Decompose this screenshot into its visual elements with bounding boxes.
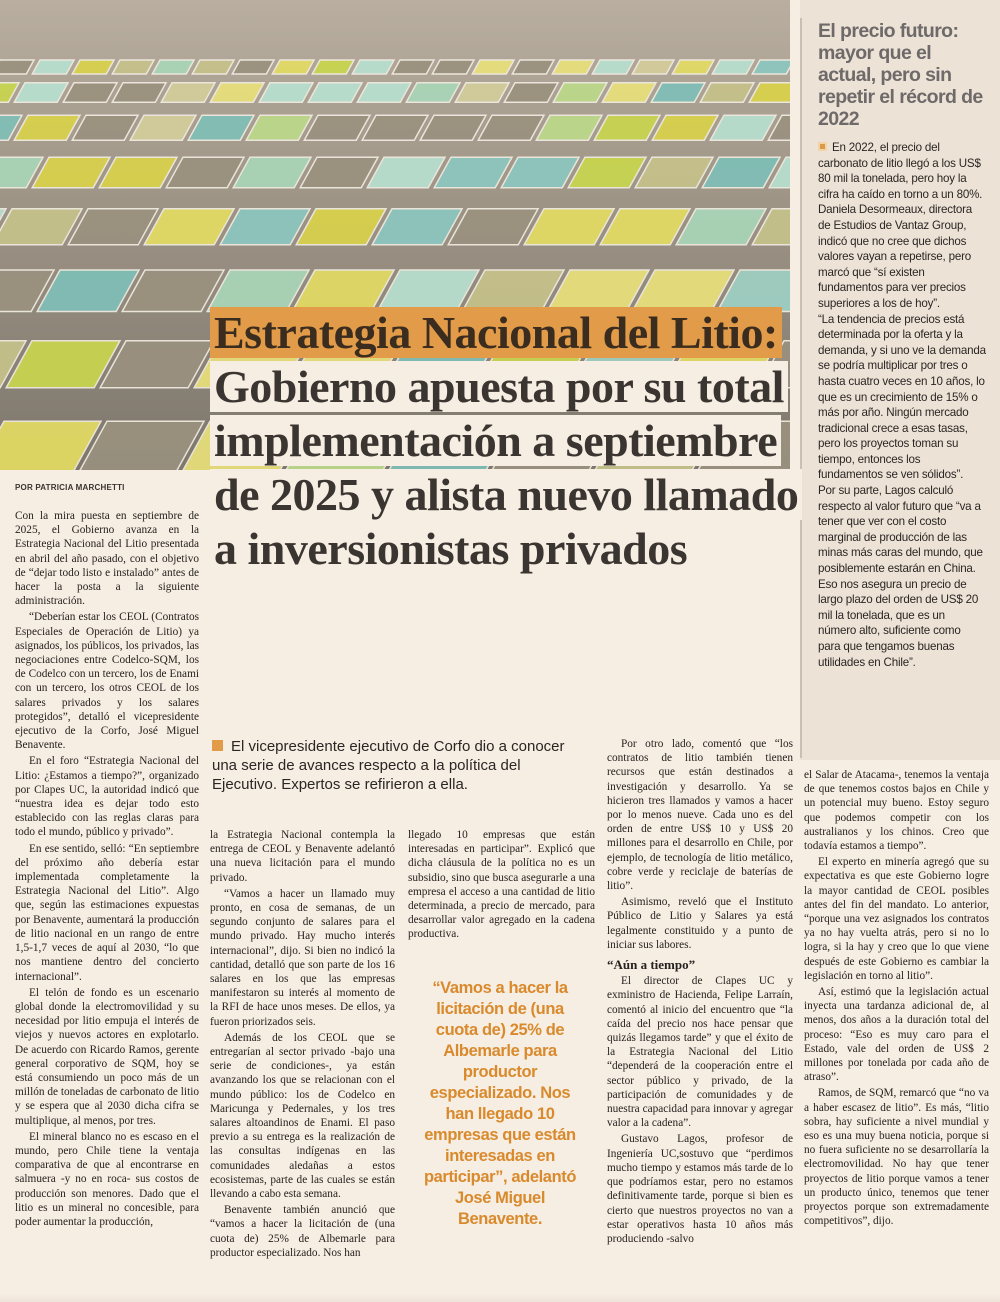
paragraph: El telón de fondo es un escenario global donde la electromovilidad y su necesidad por litio empuja el interés de viejos y nuevos actores en explotarlo. De acuerdo con Ricardo Ramos, gerente general corporativo de SQM, hoy se está consumiendo un poco más de un millón de toneladas de carbonato de litio y se espera que al 2030 dicha cifra se multiplique, al menos, por tres. bbox=[15, 986, 199, 1127]
summary-square-icon bbox=[212, 740, 223, 751]
subhead: “Aún a tiempo” bbox=[607, 957, 696, 973]
pond bbox=[312, 60, 354, 74]
headline-text: Gobierno apuesta por su total implementación a septiembre de 2025 y alista nuevo llamado a inversionistas privados bbox=[210, 361, 802, 574]
pond bbox=[112, 60, 154, 74]
paragraph: El director de Clapes UC y exministro de Hacienda, Felipe Larraín, comentó al inicio del encuentro que “la caída del precio nos hace pensar que quizás llegamos tarde” y que el éxito de la Estrategia Nacional del Litio “dependerá de la cooperación entre el sector público y privado, de la participación de comunidades y de nuestra capacidad para innovar y agregar valor a la cadena”. bbox=[607, 975, 793, 1130]
pond bbox=[232, 60, 274, 74]
column-4 bbox=[607, 737, 793, 1248]
sidebar-divider bbox=[800, 18, 802, 758]
paragraph: el Salar de Atacama-, tenemos la ventaja de que tenemos costos bajos en Chile y un potencial muy bueno. Estoy seguro que podemos competir con los australianos y los chinos. Creo que todavía estamos a tiempo”. bbox=[804, 769, 989, 853]
paragraph: En el foro “Estrategia Nacional del Litio: ¿Estamos a tiempo?”, organizado por Clapes UC, la autoridad indicó que “nuestra idea es dejar todo esto establecido con las reglas claras para todo el mundo, público y privado”. bbox=[15, 755, 199, 839]
pond bbox=[352, 60, 394, 74]
pond bbox=[32, 60, 74, 74]
column-1 bbox=[15, 509, 199, 1231]
pond bbox=[272, 60, 314, 74]
paragraph: Así, estimó que la legislación actual inyecta una tardanza adicional de, al menos, dos años a la duración total del proceso: “Eso es muy caro para el Estado, vale del orden de US$ 2 millones por tonelada por cada año de atraso”. bbox=[804, 986, 989, 1084]
sidebar-paragraph: Por su parte, Lagos calculó respecto al valor futuro que “va a tener que ver con el costo marginal de producción de las minas más caras del mundo, que posiblemente estarán en China. Eso nos asegura un precio de largo plazo del orden de US$ 20 mil la tonelada, que es un número alto, suficiente como para que tengamos buenas utilidades en Chile”. bbox=[818, 484, 983, 669]
pond bbox=[432, 60, 474, 74]
paragraph: Con la mira puesta en septiembre de 2025, el Gobierno avanza en la Estrategia Nacional del Litio presentada en abril del año pasado, con el objetivo de “dejar todo listo e instalado” antes de hacer la posta a la siguiente administración. bbox=[15, 510, 199, 608]
paragraph: Ramos, de SQM, remarcó que “no va a haber escasez de litio”. Es más, “litio sobra, hay suficiente a nivel mundial y eso es una muy buena noticia, porque si no fuera suficiente no se desarrollaría la electromovilidad. No hay que tener proyectos de litio porque vamos a tener un producto único, tenemos que tener proyectos porque son extremadamente competitivos”, dijo. bbox=[804, 1087, 989, 1228]
pond bbox=[192, 60, 234, 74]
sidebar-paragraph: “La tendencia de precios está determinada por la oferta y la demanda, y si uno ve la demanda se podría multiplicar por tres o hasta cuatro veces en 10 años, lo que es un crecimiento de 15% o más por año. Ningún mercado tradicional crece a esas tasas, pero los proyectos toman su tiempo, entonces los fundamentos se ven sólidos”. bbox=[818, 312, 986, 482]
headline bbox=[210, 306, 800, 576]
pond bbox=[552, 60, 594, 74]
column-5 bbox=[804, 768, 989, 1231]
pond bbox=[632, 60, 674, 74]
pond bbox=[472, 60, 514, 74]
column-2 bbox=[210, 828, 395, 1262]
pond bbox=[512, 60, 554, 74]
paragraph: Además de los CEOL que se entregarían al sector privado -bajo una serie de condiciones-, ya están avanzando los que se relacionan con el mundo público: los de Codelco en Maricunga y Pedernales, y los tres salares altoandinos de Enami. El paso previo a su entrega es la realización de las consultas indígenas en las comunidades aledañas a estos ecosistemas, parte de las cuales se están llevando a cabo esta semana. bbox=[210, 1031, 395, 1201]
paragraph: Benavente también anunció que “vamos a hacer la licitación de (una cuota de) 25% de Albemarle para productor especializado. Nos han bbox=[210, 1204, 395, 1259]
paragraph: llegado 10 empresas que están interesadas en participar”. Explicó que dicha cláusula de la política no es un subsidio, sino que busca asegurarle a una empresa el acceso a una cantidad de litio determinada, a precio de mercado, para desarrollar valor agregado en la cadena productiva. bbox=[408, 829, 595, 941]
paragraph: la Estrategia Nacional contempla la entrega de CEOL y Benavente adelantó una nueva licitación para el mundo privado. bbox=[210, 829, 395, 884]
paragraph: “Deberían estar los CEOL (Contratos Especiales de Operación de Litio) ya asignados, los públicos, los privados, las negociaciones entre Codelco-SQM, los de Codelco con un tercero, los de Enami con un tercero, los otros CEOL de los salares privados y los salares protegidos”, detalló el vicepresidente ejecutivo de la Corfo, José Miguel Benavente. bbox=[15, 611, 199, 752]
paragraph: El experto en minería agregó que su expectativa es que este Gobierno logre la mayor cantidad de CEOL posibles antes del fin del mandato. Lo anterior, “porque una vez asignados los contratos ya no hay vuelta atrás, pero si no lo logra, si la hay y creo que lo que viene después de este Gobierno es cambiar la legislación en torno al litio”. bbox=[804, 856, 989, 982]
byline: POR PATRICIA MARCHETTI bbox=[15, 483, 125, 492]
bullet-square-icon bbox=[818, 142, 827, 151]
paragraph: Gustavo Lagos, profesor de Ingeniería UC,sostuvo que “perdimos mucho tiempo y estamos más tarde de lo que podríamos estar, pero no estamos definitivamente tarde, porque si bien es cierto que nuestros proyectos no van a estar operativos hasta 10 años más produciendo -salvo bbox=[607, 1133, 793, 1245]
sidebar-title: El precio futuro: mayor que el actual, pero sin repetir el récord de 2022 bbox=[818, 20, 983, 130]
sidebar-paragraph: En 2022, el precio del carbonato de litio llegó a los US$ 80 mil la tonelada, pero hoy la cifra ha caído en torno a un 80%. Daniela Desormeaux, directora de Estudios de Vantaz Group, indicó que no cree que dichos valores vayan a repetirse, pero marcó que “sí existen fundamentos para ver precios superiores a los de hoy”. bbox=[818, 141, 983, 310]
pond bbox=[592, 60, 634, 74]
summary: El vicepresidente ejecutivo de Corfo dio a conocer una serie de avances respecto a la política del Ejecutivo. Expertos se refirieron a ella. bbox=[212, 738, 565, 793]
sidebar-body bbox=[818, 140, 986, 670]
paragraph: Por otro lado, comentó que “los contratos de litio también tienen recursos que están destinados a investigación y desarrollo. Ya se hicieron tres llamados y vamos a hacer por lo menos nueve. Cada uno es del orden de entre US$ 10 y US$ 20 millones para el desarrollo en Chile, por ejemplo, de tecnología de litio metálico, cobre verde y reciclaje de baterías de litio”. bbox=[607, 738, 793, 893]
paragraph: “Vamos a hacer un llamado muy pronto, en cosa de semanas, de un segundo conjunto de salares para el mundo privado. Hay mucho interés internacional”, dijo. Si bien no indicó la cantidad, detalló que son parte de los 16 salares en los que las empresas manifestaron su interés al momento de la RFI de hace unos meses. De ellos, ya fueron priorizados seis. bbox=[210, 887, 395, 1028]
pond bbox=[672, 60, 714, 74]
paragraph: Asimismo, reveló que el Instituto Público de Litio y Salares ya está legalmente constituido y a punto de iniciar sus labores. bbox=[607, 896, 793, 951]
pond bbox=[152, 60, 194, 74]
paragraph: En ese sentido, selló: “En septiembre del próximo año debería estar implementada completamente la Estrategia Nacional del Litio”. Algo que, según las estimaciones expuestas por Benavente, aumentará la producción de litio nacional en un rango de entre 1,5-1,7 veces de aquí al 2030, “lo que nos mantiene dentro del concierto internacional”. bbox=[15, 842, 199, 983]
paragraph: El mineral blanco no es escaso en el mundo, pero Chile tiene la ventaja comparativa de que al encontrarse en salmuera -y no en roca- sus costos de producción son menores. Dado que el litio es un mineral no concesible, para poder aumentar la producción, bbox=[15, 1130, 199, 1228]
headline-highlight: Estrategia Nacional del Litio: bbox=[210, 307, 782, 358]
pond bbox=[72, 60, 114, 74]
column-3 bbox=[408, 828, 595, 944]
page-bottom bbox=[0, 1294, 1000, 1302]
pond bbox=[392, 60, 434, 74]
pond bbox=[712, 60, 754, 74]
pull-quote: “Vamos a hacer la licitación de (una cuota de) 25% de Albemarle para productor especializado. Nos han llegado 10 empresas que están interesadas en participar”, adelantó José Miguel Benavente. bbox=[423, 979, 577, 1228]
